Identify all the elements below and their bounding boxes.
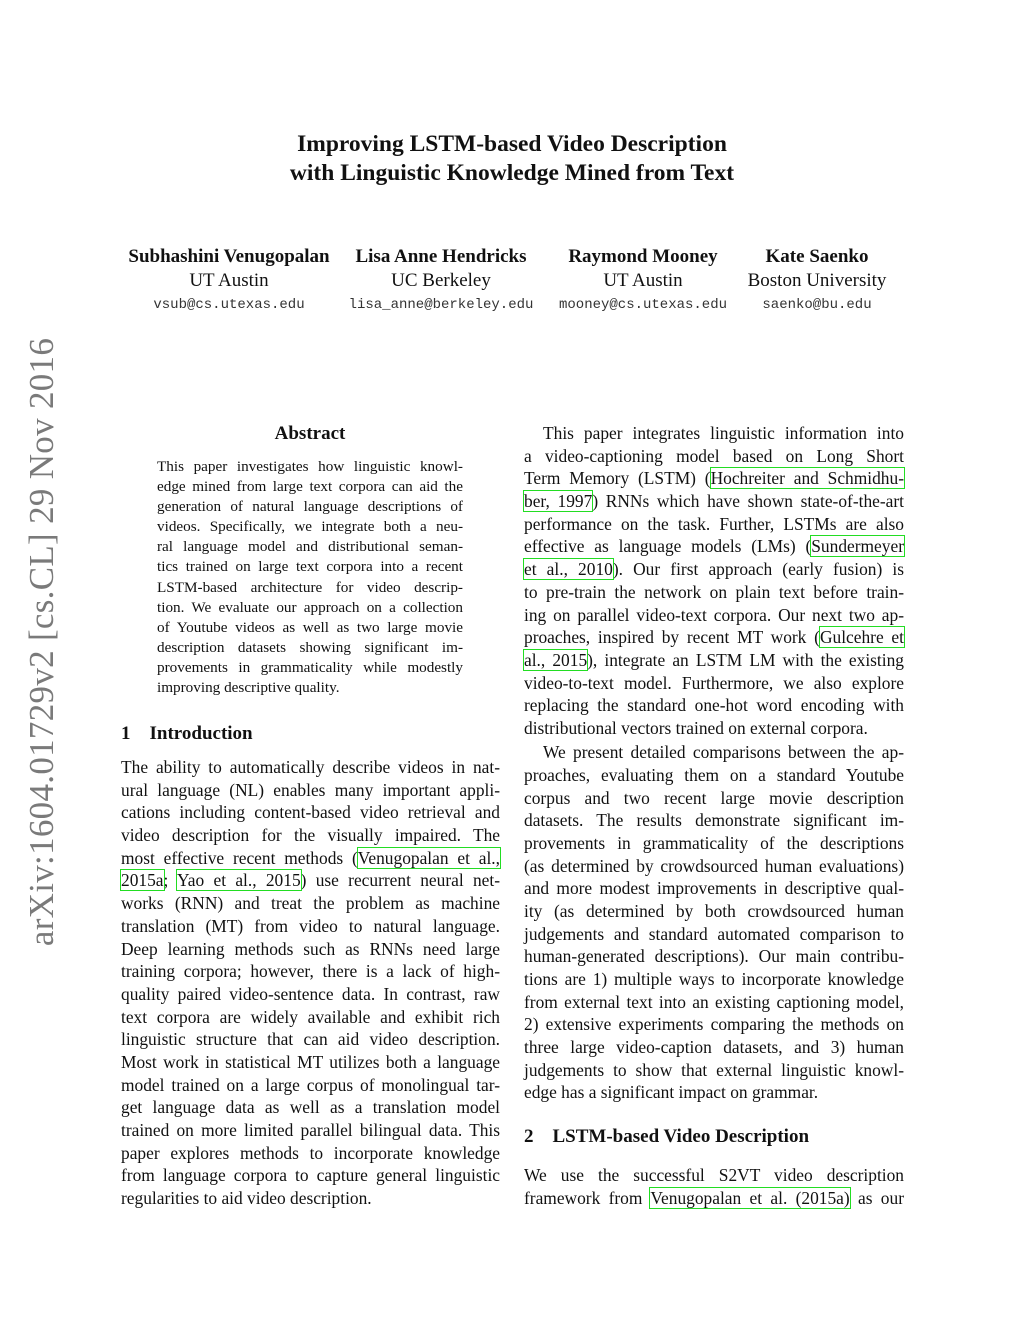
text-line: Most work in statistical MT utilizes both a language <box>121 1051 500 1072</box>
paragraph <box>524 422 904 740</box>
text-line: regularities to aid video description. <box>121 1188 372 1209</box>
text-line: a video-captioning model based on Long Short <box>524 445 904 466</box>
text-line: text corpora are widely available and exhibit rich <box>121 1006 500 1027</box>
citation-link[interactable]: Yao et al., 2015 <box>176 870 301 891</box>
text-line: cations including content-based video retrieval and <box>121 802 500 823</box>
text-line: tics trained on large text corpora into a recent <box>157 558 463 576</box>
text-line: video description for the visually impaired. The <box>121 825 500 846</box>
author-name: Lisa Anne Hendricks <box>355 246 527 267</box>
text-line: framework from Venugopalan et al. (2015a) as our <box>524 1187 904 1208</box>
text-line: We use the successful S2VT video description <box>524 1165 904 1185</box>
section-title: Introduction <box>149 723 253 744</box>
text-line: trained on more limited parallel bilingual data. This <box>121 1120 500 1140</box>
text-line: proaches, evaluating them on a standard Youtube <box>524 764 904 785</box>
text-line: This paper investigates how linguistic knowl- <box>157 458 463 475</box>
author-affiliation: UT Austin <box>189 270 269 291</box>
author-email: mooney@cs.utexas.edu <box>558 297 728 313</box>
author-email: lisa_anne@berkeley.edu <box>348 297 534 313</box>
author-name: Raymond Mooney <box>568 246 718 267</box>
text-line: model trained on a large corpus of monolingual tar- <box>121 1074 500 1095</box>
arxiv-identifier: arXiv:1604.01729v2 [cs.CL] 29 Nov 2016 <box>22 337 61 947</box>
text-line: Deep learning methods such as RNNs need large <box>121 938 500 959</box>
paragraph <box>524 1164 904 1209</box>
left-column <box>121 756 500 1210</box>
text-line: ing on parallel video-text corpora. Our next two ap- <box>524 604 904 625</box>
text-line: human-generated descriptions). Our main contribu- <box>524 946 904 967</box>
text-line: judgements and standard automated comparison to <box>524 923 904 944</box>
text-line: from external text into an existing captioning model, <box>524 991 904 1012</box>
text-line: corpus and two recent large movie description <box>524 787 904 808</box>
text-line: distributional vectors trained on external corpora. <box>524 717 868 738</box>
author-affiliation: UT Austin <box>603 270 683 291</box>
citation-link[interactable]: al., 2015 <box>524 649 588 670</box>
citation-link[interactable]: Hochreiter and Schmidhu- <box>710 468 904 489</box>
text-line: datasets. The results demonstrate significant im- <box>524 810 904 831</box>
paper-title <box>0 130 1024 188</box>
text-line: judgements to show that external linguistic knowl- <box>524 1059 904 1080</box>
section2-body <box>524 1164 904 1209</box>
text-line: provements in grammaticality while modestly <box>157 658 463 676</box>
section-number: 2 <box>524 1126 534 1147</box>
text-line: ural language (NL) enables many important appli- <box>121 779 500 800</box>
section-heading-lstm <box>524 1126 809 1148</box>
text-line: most effective recent methods (Venugopalan et al., <box>121 847 500 868</box>
text-line: and more modest improvements in descriptive qual- <box>524 878 904 899</box>
author-name: Kate Saenko <box>765 246 869 267</box>
text-line: proaches, inspired by recent MT work (Gulcehre et <box>524 627 904 648</box>
text-line: ber, 1997) RNNs which have shown state-of-the-art <box>524 491 904 512</box>
author-block <box>349 245 534 317</box>
text-line: improving descriptive quality. <box>157 679 340 697</box>
text-line: from language corpora to capture general linguistic <box>121 1165 500 1186</box>
author-affiliation: UC Berkeley <box>391 270 491 291</box>
text-line: tions are 1) multiple ways to incorporate knowledge <box>524 969 904 989</box>
text-line: This paper integrates linguistic information into <box>543 423 904 443</box>
abstract-heading: Abstract <box>274 423 346 444</box>
text-line: videos. Specifically, we integrate both a neu- <box>157 518 463 536</box>
text-line: edge has a significant impact on grammar. <box>524 1082 819 1103</box>
text-line: al., 2015), integrate an LSTM LM with the existing <box>524 649 904 670</box>
author-email: saenko@bu.edu <box>762 297 872 313</box>
author-affiliation: Boston University <box>747 270 887 291</box>
text-line: 2015a; Yao et al., 2015) use recurrent neural net- <box>121 870 500 891</box>
text-line: et al., 2010). Our first approach (early fusion) is <box>524 559 904 580</box>
citation-link[interactable]: Venugopalan et al., <box>357 847 500 868</box>
text-line: get language data as well as a translation model <box>121 1097 500 1118</box>
text-line: ral language model and distributional seman- <box>157 538 463 556</box>
abstract-body <box>157 457 463 698</box>
text-line: video-to-text model. Furthermore, we also explore <box>524 672 904 693</box>
text-line: linguistic structure that can aid video description. <box>121 1029 500 1050</box>
text-line: performance on the task. Further, LSTMs are also <box>524 513 904 534</box>
citation-link[interactable]: Venugopalan et al. (2015a) <box>650 1187 850 1208</box>
text-line: paper explores methods to incorporate knowledge <box>121 1142 500 1163</box>
section-number: 1 <box>121 723 131 744</box>
text-line: generation of natural language descriptions of <box>157 498 463 516</box>
paragraph <box>157 457 463 698</box>
text-line: translation (MT) from video to natural language. <box>121 915 500 936</box>
text-line: Term Memory (LSTM) (Hochreiter and Schmidhu- <box>524 468 904 489</box>
right-column <box>524 422 904 1104</box>
text-line: replacing the standard one-hot word encoding with <box>524 695 904 716</box>
text-line: edge mined from large text corpora can aid the <box>157 478 463 496</box>
author-name: Subhashini Venugopalan <box>128 246 330 267</box>
citation-link[interactable]: et al., 2010 <box>524 559 613 580</box>
text-line: We present detailed comparisons between the ap- <box>543 742 904 763</box>
text-line: LSTM-based architecture for video descrip- <box>157 578 463 596</box>
text-line: of Youtube videos as well as two large movie <box>157 618 463 636</box>
text-line: The ability to automatically describe videos in nat- <box>121 757 500 777</box>
text-line: three large video-caption datasets, and 3) human <box>524 1037 904 1058</box>
citation-link[interactable]: Sundermeyer <box>811 536 904 557</box>
text-line: 2) extensive experiments comparing the methods on <box>524 1014 904 1035</box>
text-line: works (RNN) and treat the problem as machine <box>121 893 500 914</box>
text-line: training corpora; however, there is a lack of high- <box>121 961 500 982</box>
author-block <box>559 245 727 317</box>
text-line: tion. We evaluate our approach on a collection <box>157 598 463 616</box>
text-line: to pre-train the network on plain text before train- <box>524 581 904 602</box>
citation-link[interactable]: ber, 1997 <box>524 491 593 512</box>
author-block <box>128 245 329 317</box>
citation-link[interactable]: Gulcehre et <box>819 627 904 648</box>
title-line: with Linguistic Knowledge Mined from Text <box>289 160 735 186</box>
text-line: provements in grammaticality of the descriptions <box>524 832 904 853</box>
author-email: vsub@cs.utexas.edu <box>153 297 305 313</box>
section-heading-introduction <box>121 723 253 745</box>
paragraph <box>524 741 904 1104</box>
author-block <box>748 245 887 317</box>
title-line: Improving LSTM-based Video Description <box>297 131 727 157</box>
text-line: effective as language models (LMs) (Sundermeyer <box>524 536 904 557</box>
citation-link[interactable]: 2015a <box>121 870 164 891</box>
section-title: LSTM-based Video Description <box>552 1126 810 1147</box>
text-line: quality paired video-sentence data. In contrast, raw <box>121 983 500 1004</box>
paragraph <box>121 756 500 1210</box>
text-line: (as determined by crowdsourced human evaluations) <box>524 855 904 876</box>
text-line: description datasets showing significant im- <box>157 638 463 656</box>
text-line: ity (as determined by both crowdsourced human <box>524 900 904 921</box>
